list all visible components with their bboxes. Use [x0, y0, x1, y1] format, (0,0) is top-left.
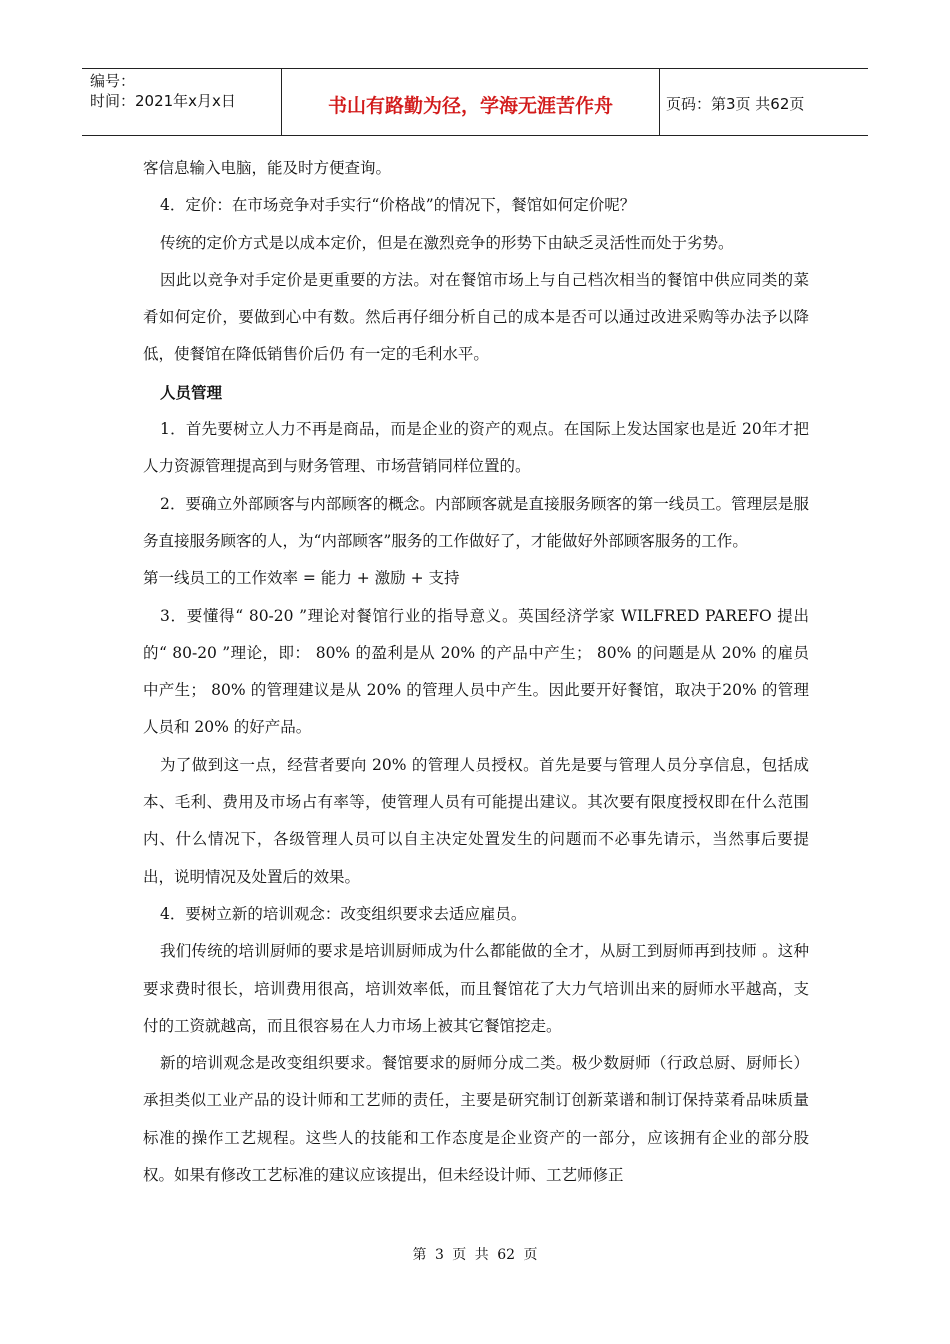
paragraph: 3．要懂得“ 80-20 ”理论对餐馆行业的指导意义。英国经济学家 WILFRED PAREFO 提出的“ 80-20 ”理论，即： 80% 的盈利是从 20% 的产品中产生； 80% 的问题是从 20% 的雇员中产生； 80% 的管理建议是从 20% 的管理人员中产生。因此要开好餐馆，取决于20% 的管理人员和 20% 的好产品。 [143, 606, 809, 737]
paragraph: 新的培训观念是改变组织要求。餐馆要求的厨师分成二类。极少数厨师（行政总厨、厨师长）承担类似工业产品的设计师和工艺师的责任，主要是研究制订创新菜谱和制订保持菜肴品味质量标准的操作工艺规程。这些人的技能和工作态度是企业资产的一部分，应该拥有企业的部分股权。如果有修改工艺标准的建议应该提出，但未经设计师、工艺师修正 [143, 1054, 809, 1185]
paragraph: 2．要确立外部顾客与内部顾客的概念。内部顾客就是直接服务顾客的第一线员工。管理层是服务直接服务顾客的人，为“内部顾客”服务的工作做好了，才能做好外部顾客服务的工作。 [143, 494, 809, 550]
page-footer: 第 3 页 共 62 页 [412, 1247, 538, 1263]
paragraph: 1．首先要树立人力不再是商品，而是企业的资产的观点。在国际上发达国家也是近 20年才把人力资源管理提高到与财务管理、市场营销同样位置的。 [143, 420, 809, 476]
paragraph: 4．要树立新的培训观念：改变组织要求去适应雇员。 [160, 904, 527, 923]
header-meta [82, 69, 282, 135]
paragraph: 因此以竞争对手定价是更重要的方法。对在餐馆市场上与自己档次相当的餐馆中供应同类的菜肴如何定价，要做到心中有数。然后再仔细分析自己的成本是否可以通过改进采购等办法予以降低，使餐馆在降低销售价后仍 有一定的毛利水平。 [143, 270, 809, 364]
paragraph: 4．定价：在市场竞争对手实行“价格战”的情况下，餐馆如何定价呢？ [160, 196, 636, 215]
header-slogan: 书山有路勤为径，学海无涯苦作舟 [282, 69, 660, 135]
document-body [143, 150, 809, 1194]
document-number: 编号： [90, 72, 136, 90]
paragraph: 客信息输入电脑，能及时方便查询。 [143, 159, 392, 177]
page-header [82, 68, 868, 136]
formula-line: 第一线员工的工作效率 = 能力 + 激励 + 支持 [143, 569, 460, 588]
paragraph: 传统的定价方式是以成本定价，但是在激烈竞争的形势下由缺乏灵活性而处于劣势。 [160, 233, 734, 252]
paragraph: 我们传统的培训厨师的要求是培训厨师成为什么都能做的全才，从厨工到厨师再到技师 。这种要求费时很长，培训费用很高，培训效率低，而且餐馆花了大力气培训出来的厨师水平越高，支付的工资就越高，而且很容易在人力市场上被其它餐馆挖走。 [143, 942, 809, 1035]
section-heading: 人员管理 [160, 382, 223, 402]
document-time: 时间：2021年x月x日 [90, 92, 236, 110]
paragraph: 为了做到这一点，经营者要向 20% 的管理人员授权。首先是要与管理人员分享信息，包括成本、毛利、费用及市场占有率等，使管理人员有可能提出建议。其次要有限度授权即在什么范围内、什么情况下，各级管理人员可以自主决定处置发生的问题而不必事先请示，当然事后要提出，说明情况及处置后的效果。 [143, 755, 809, 886]
header-page-number: 页码：第3页 共62页 [666, 94, 805, 113]
